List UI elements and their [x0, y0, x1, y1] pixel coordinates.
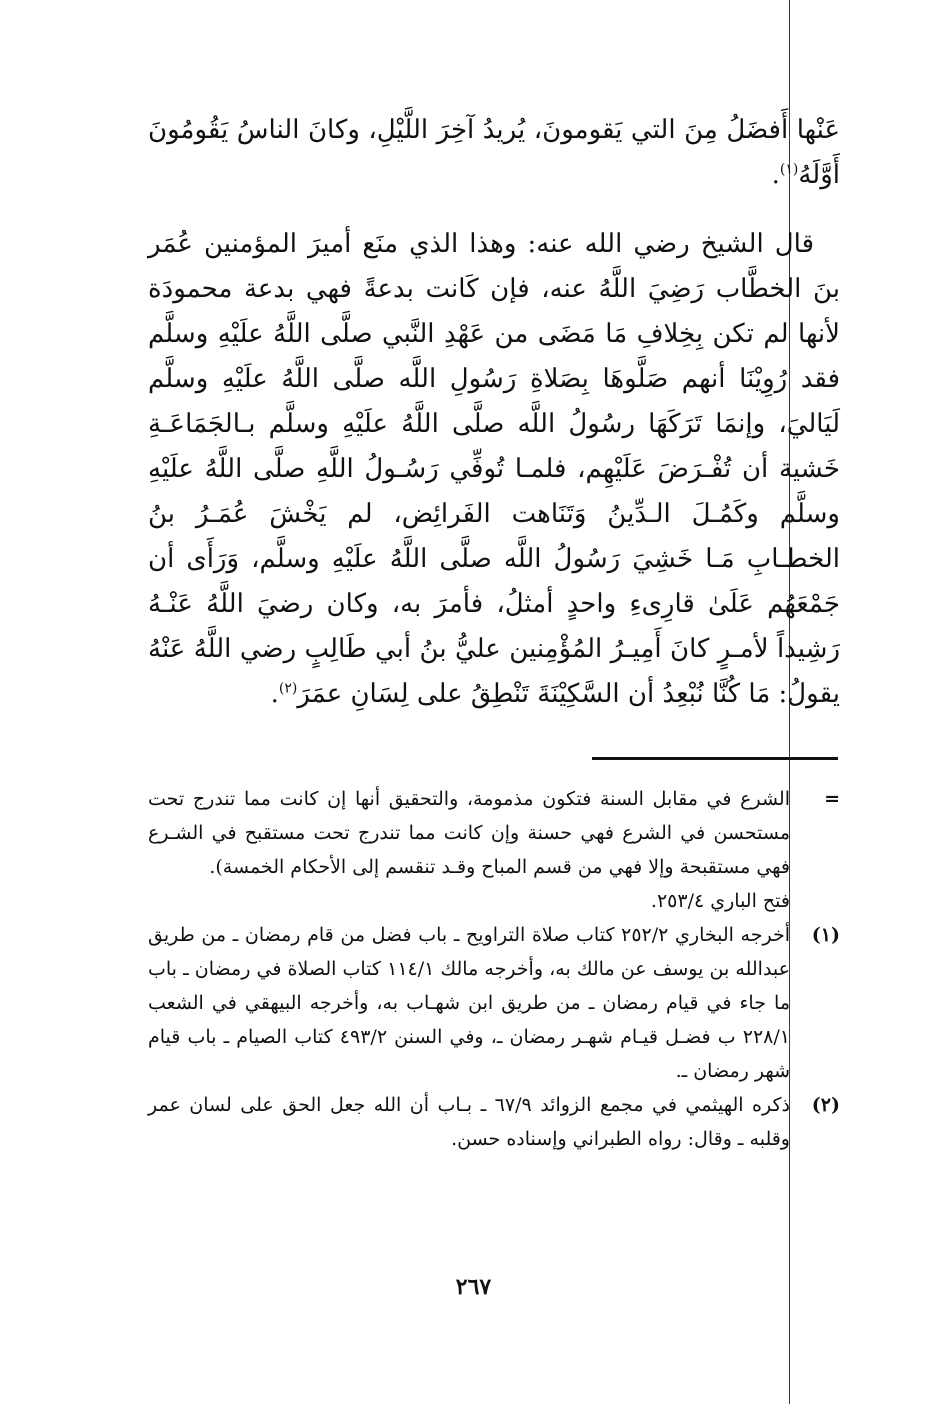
paragraph-1-end: .: [771, 160, 780, 190]
footnote-2-text: ذكره الهيثمي في مجمع الزوائد ٦٧/٩ ـ بـاب أن الله جعل الحق على لسان عمر وقلبه ـ وقال: رواه الطبراني وإسناده حسن.: [148, 1094, 790, 1150]
footnote-1-mark: (١): [811, 924, 840, 946]
footnote-separator: [592, 757, 838, 760]
footnote-2-mark: (٢): [811, 1094, 840, 1116]
footnote-2: [148, 1088, 840, 1156]
paragraph-2-text: قال الشيخ رضي الله عنه: وهذا الذي منَع أميرَ المؤمنين عُمَر بنَ الخطَّاب رَضِيَ اللَّهُ عنه، فإن كَانت بدعةً فهي بدعة محمودَة لأنها لم تكن بِخِلافِ مَا مَضَى من عَهْدِ النَّبي صلَّى اللَّهُ علَيْهِ وسلَّم فقد رُوِيْنَا أنهم صَلَّوهَا بِصَلاةِ رَسُولِ اللَّه صلَّى اللَّهُ علَيْهِ وسلَّم لَيَاليَ، وإنمَا تَرَكَهَا رسُولُ اللَّه صلَّى اللَّهُ علَيْهِ وسلَّم بـالجَمَاعَـةِ خَشية أن تُفْـرَضَ عَلَيْهِم، فلمـا تُوفِّي رَسُـولُ اللَّهِ صلَّى اللَّهُ علَيْهِ وسلَّم وكَمُـلَ الـدِّينُ وَتَنَاهت الفَرائِض، لم يَخْشَ عُمَـرُ بنُ الخطـابِ مَـا خَشِيَ رَسُولُ اللَّه صلَّى اللَّهُ علَيْهِ وسلَّم، وَرَأَى أن جَمْعَهُم عَلَىٰ قارِىءِ واحدٍ أمثلُ، فأمرَ به، وكان رضيَ اللَّهُ عَنْـهُ رَشِيداً لأمـرٍ كانَ أَمِيـرُ المُؤْمِنين عليُّ بنُ أبي طَالِبٍ رضي اللَّهُ عَنْهُ يقولُ: مَا كُنَّا نُبْعِدُ أن السَّكِيْنَةَ تَنْطِقُ على لِسَانِ عمَرَ: [148, 229, 840, 709]
paragraph-1-text: عَنْها أَفضَلُ مِنَ التي يَقومونَ، يُريدُ آخِرَ اللَّيْلِ، وكانَ الناسُ يَقُومُونَ أَوَّلَهُ: [148, 115, 840, 190]
continuation-text: الشرع في مقابل السنة فتكون مذمومة، والتحقيق أنها إن كانت مما تندرج تحت مستحسن في الشرع فهي حسنة وإن كانت مما تندرج تحت مستقبح في الشـرع فهي مستقبحة وإلا فهي من قسم المباح وقـد تنقسم إلى الأحكام الخمسة).: [148, 788, 790, 878]
footnote-1: [148, 918, 840, 1088]
paragraph-2-end: .: [270, 679, 279, 709]
page-number: ٢٦٧: [455, 1274, 492, 1300]
footnote-ref-2: (٢): [278, 680, 298, 697]
continuation-mark: =: [824, 788, 840, 810]
paragraph-1: [148, 108, 840, 198]
paragraph-2: [148, 222, 840, 717]
footnote-ref-1: (١): [779, 161, 799, 178]
continuation-source: فتح الباري ٢٥٣/٤.: [650, 890, 790, 912]
footnotes: [148, 782, 840, 1156]
footnote-continuation: [148, 782, 840, 884]
footnote-1-text: أخرجه البخاري ٢٥٢/٢ كتاب صلاة التراويح ـ باب فضل من قام رمضان ـ من طريق عبدالله بن يوسف عن مالك به، وأخرجه مالك ١١٤/١ كتاب الصلاة في رمضان ـ باب ما جاء في قيام رمضان ـ من طريق ابن شهـاب به، وأخرجه البيهقي في الشعب ٢٢٨/١ ب فضـل قيـام شهـر رمضان ـ، وفي السنن ٤٩٣/٢ كتاب الصيام ـ باب قيام شهر رمضان ـ.: [148, 924, 790, 1082]
